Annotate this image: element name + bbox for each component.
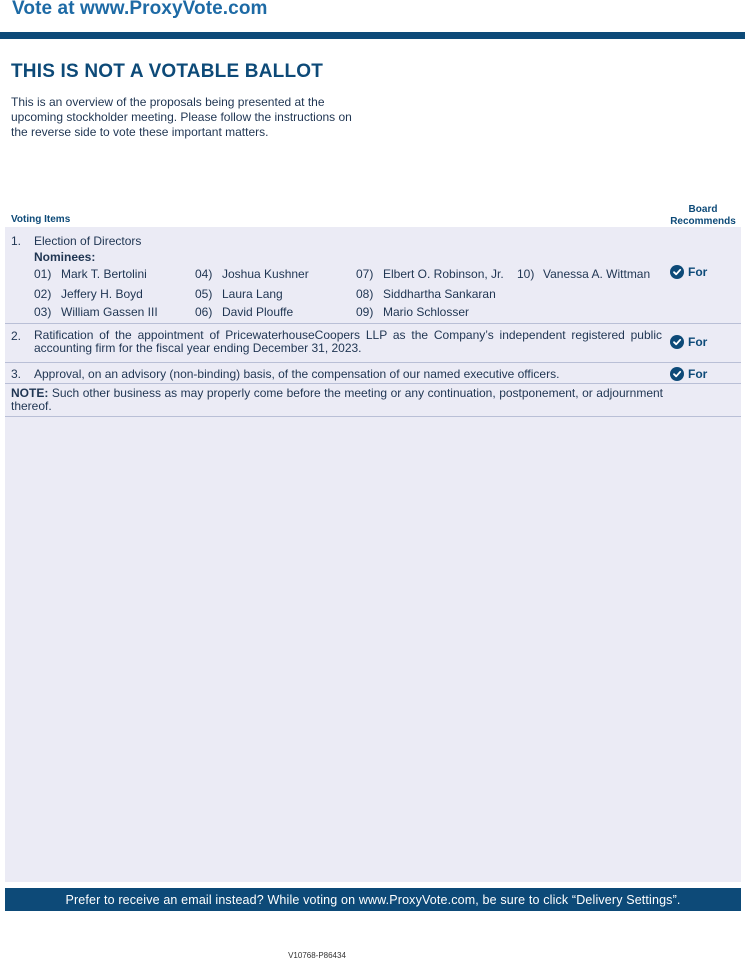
nominee-number: 06)	[195, 305, 213, 319]
item-2-recommendation	[670, 335, 707, 349]
intro-text: This is an overview of the proposals being presented at the upcoming stockholder meeting. Please follow the instructions on the reverse side to vote these important matters.	[11, 95, 352, 139]
nominee-name: Vanessa A. Wittman	[543, 267, 651, 281]
nominee-name: Jeffery H. Boyd	[61, 287, 143, 301]
nominee-name: Mark T. Bertolini	[61, 267, 147, 281]
nominee-name: Laura Lang	[222, 287, 283, 301]
item-3-number: 3.	[11, 367, 22, 381]
nominee-number: 04)	[195, 267, 213, 281]
recommendation-label: For	[688, 335, 708, 349]
header-rule	[0, 32, 745, 39]
board-header-line2: Recommends	[670, 216, 736, 227]
recommendation-label: For	[688, 265, 708, 279]
row-divider	[5, 323, 741, 324]
item-1-recommendation	[670, 265, 707, 279]
nominee-number: 07)	[356, 267, 374, 281]
check-circle-icon	[670, 335, 684, 349]
nominee-name: Elbert O. Robinson, Jr.	[383, 267, 504, 281]
note-body: Such other business as may properly come before the meeting or any continuation, postponement, or adjournment thereof.	[11, 386, 663, 413]
check-circle-icon	[670, 265, 684, 279]
row-divider	[5, 362, 741, 363]
vote-url-title: Vote at www.ProxyVote.com	[12, 0, 268, 19]
note-text	[11, 387, 663, 413]
item-1-number: 1.	[11, 234, 22, 248]
document-code: V10768-P86434	[288, 951, 346, 960]
check-circle-icon	[670, 367, 684, 381]
item-2-number: 2.	[11, 329, 22, 343]
nominee-number: 09)	[356, 305, 374, 319]
nominees-label: Nominees:	[34, 250, 96, 264]
nominee-name: Siddhartha Sankaran	[383, 287, 496, 301]
row-divider	[5, 383, 741, 384]
nominee-number: 03)	[34, 305, 52, 319]
nominee-number: 02)	[34, 287, 52, 301]
recommendation-label: For	[688, 367, 708, 381]
nominee-number: 01)	[34, 267, 52, 281]
row-divider	[5, 416, 741, 417]
item-1-text: Election of Directors	[34, 234, 142, 248]
nominee-name: Joshua Kushner	[222, 267, 309, 281]
board-recommends-header	[664, 204, 742, 228]
voting-items-panel	[5, 227, 741, 882]
nominee-number: 08)	[356, 287, 374, 301]
email-delivery-banner: Prefer to receive an email instead? While voting on www.ProxyVote.com, be sure to click “Delivery Settings”.	[5, 888, 741, 911]
item-3-recommendation	[670, 367, 707, 381]
nominee-name: William Gassen III	[61, 305, 158, 319]
nominee-number: 05)	[195, 287, 213, 301]
nominee-number: 10)	[517, 267, 535, 281]
nominee-name: David Plouffe	[222, 305, 294, 319]
note-label: NOTE:	[11, 386, 49, 400]
item-2-text: Ratification of the appointment of PricewaterhouseCoopers LLP as the Company’s independent registered public accounting firm for the fiscal year ending December 31, 2023.	[34, 328, 662, 355]
not-votable-heading: THIS IS NOT A VOTABLE BALLOT	[11, 61, 324, 82]
board-header-line1: Board	[688, 204, 718, 215]
voting-items-header: Voting Items	[11, 214, 71, 225]
item-3-text: Approval, on an advisory (non-binding) basis, of the compensation of our named executive officers.	[34, 367, 560, 381]
nominee-name: Mario Schlosser	[383, 305, 470, 319]
